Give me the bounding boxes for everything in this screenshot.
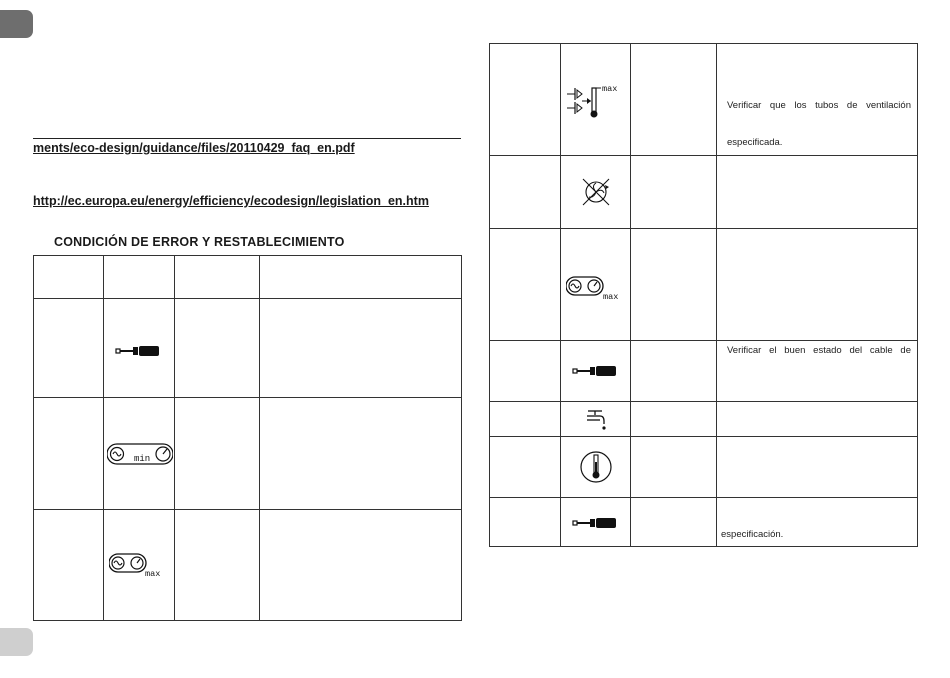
table-cell — [717, 437, 918, 498]
crossed-fan-icon — [580, 176, 612, 208]
table-row — [34, 510, 462, 621]
table-cell — [34, 256, 104, 299]
table-header-row — [34, 256, 462, 299]
table-cell — [561, 156, 631, 229]
table-cell — [260, 256, 462, 299]
table-cell — [717, 44, 918, 156]
table-cell — [717, 402, 918, 437]
cell-text-line: Verificar que los tubos de ventilación — [727, 100, 911, 111]
table-cell — [490, 341, 561, 402]
screwdriver-icon — [572, 515, 618, 531]
table-cell — [260, 510, 462, 621]
table-cell — [717, 498, 918, 547]
table-cell — [631, 437, 717, 498]
table-cell — [260, 398, 462, 510]
table-cell — [175, 398, 260, 510]
table-cell — [175, 510, 260, 621]
ecodesign-legislation-link[interactable]: http://ec.europa.eu/energy/efficiency/ecodesign/legislation_en.htm — [33, 194, 429, 208]
pump-max-label: max — [145, 569, 161, 578]
table-cell — [490, 498, 561, 547]
cell-text-line: Verificar el buen estado del cable de — [727, 345, 911, 356]
table-cell — [260, 299, 462, 398]
table-cell — [175, 299, 260, 398]
table-row — [490, 44, 918, 156]
table-cell — [490, 156, 561, 229]
table-cell — [490, 402, 561, 437]
screwdriver-icon — [572, 363, 618, 379]
table-cell — [561, 44, 631, 156]
table-cell — [104, 398, 175, 510]
screwdriver-icon — [115, 343, 161, 359]
valve-thermometer-max-icon — [565, 82, 627, 120]
table-cell — [104, 256, 175, 299]
table-row — [490, 341, 918, 402]
table-row — [34, 398, 462, 510]
table-cell — [561, 498, 631, 547]
table-cell — [104, 510, 175, 621]
error-table-right — [489, 43, 918, 547]
table-cell — [717, 341, 918, 402]
cell-text-line: especificada. — [727, 137, 783, 148]
table-cell — [717, 156, 918, 229]
table-cell — [490, 437, 561, 498]
table-cell — [631, 229, 717, 341]
table-cell — [34, 510, 104, 621]
table-row — [490, 156, 918, 229]
table-cell — [34, 398, 104, 510]
table-row — [490, 229, 918, 341]
pump-max-icon — [566, 273, 628, 301]
table-cell — [561, 341, 631, 402]
divider-line — [33, 138, 461, 139]
table-cell — [631, 156, 717, 229]
pump-min-icon — [107, 440, 173, 468]
pump-max-icon — [109, 550, 171, 578]
section-title: CONDICIÓN DE ERROR Y RESTABLECIMIENTO — [54, 235, 345, 249]
table-cell — [631, 341, 717, 402]
tap-icon — [585, 407, 607, 431]
table-cell — [104, 299, 175, 398]
table-cell — [561, 229, 631, 341]
table-cell — [631, 402, 717, 437]
page-tab-marker-top — [0, 10, 33, 38]
table-cell — [631, 44, 717, 156]
cell-text-line: especificación. — [721, 529, 784, 540]
table-cell — [717, 229, 918, 341]
valve-max-label: max — [602, 84, 618, 94]
pump-max-label: max — [603, 292, 619, 301]
table-cell — [175, 256, 260, 299]
table-cell — [490, 229, 561, 341]
table-cell — [490, 44, 561, 156]
thermometer-circle-icon — [579, 449, 613, 485]
table-cell — [561, 402, 631, 437]
table-cell — [561, 437, 631, 498]
table-row — [490, 437, 918, 498]
error-table-left — [33, 255, 462, 621]
pump-min-label: min — [134, 454, 151, 464]
table-cell — [631, 498, 717, 547]
guidance-faq-link[interactable]: ments/eco-design/guidance/files/20110429_faq_en.pdf — [33, 141, 355, 155]
table-row — [490, 402, 918, 437]
table-row — [490, 498, 918, 547]
table-row — [34, 299, 462, 398]
table-cell — [34, 299, 104, 398]
page-tab-marker-bottom — [0, 628, 33, 656]
